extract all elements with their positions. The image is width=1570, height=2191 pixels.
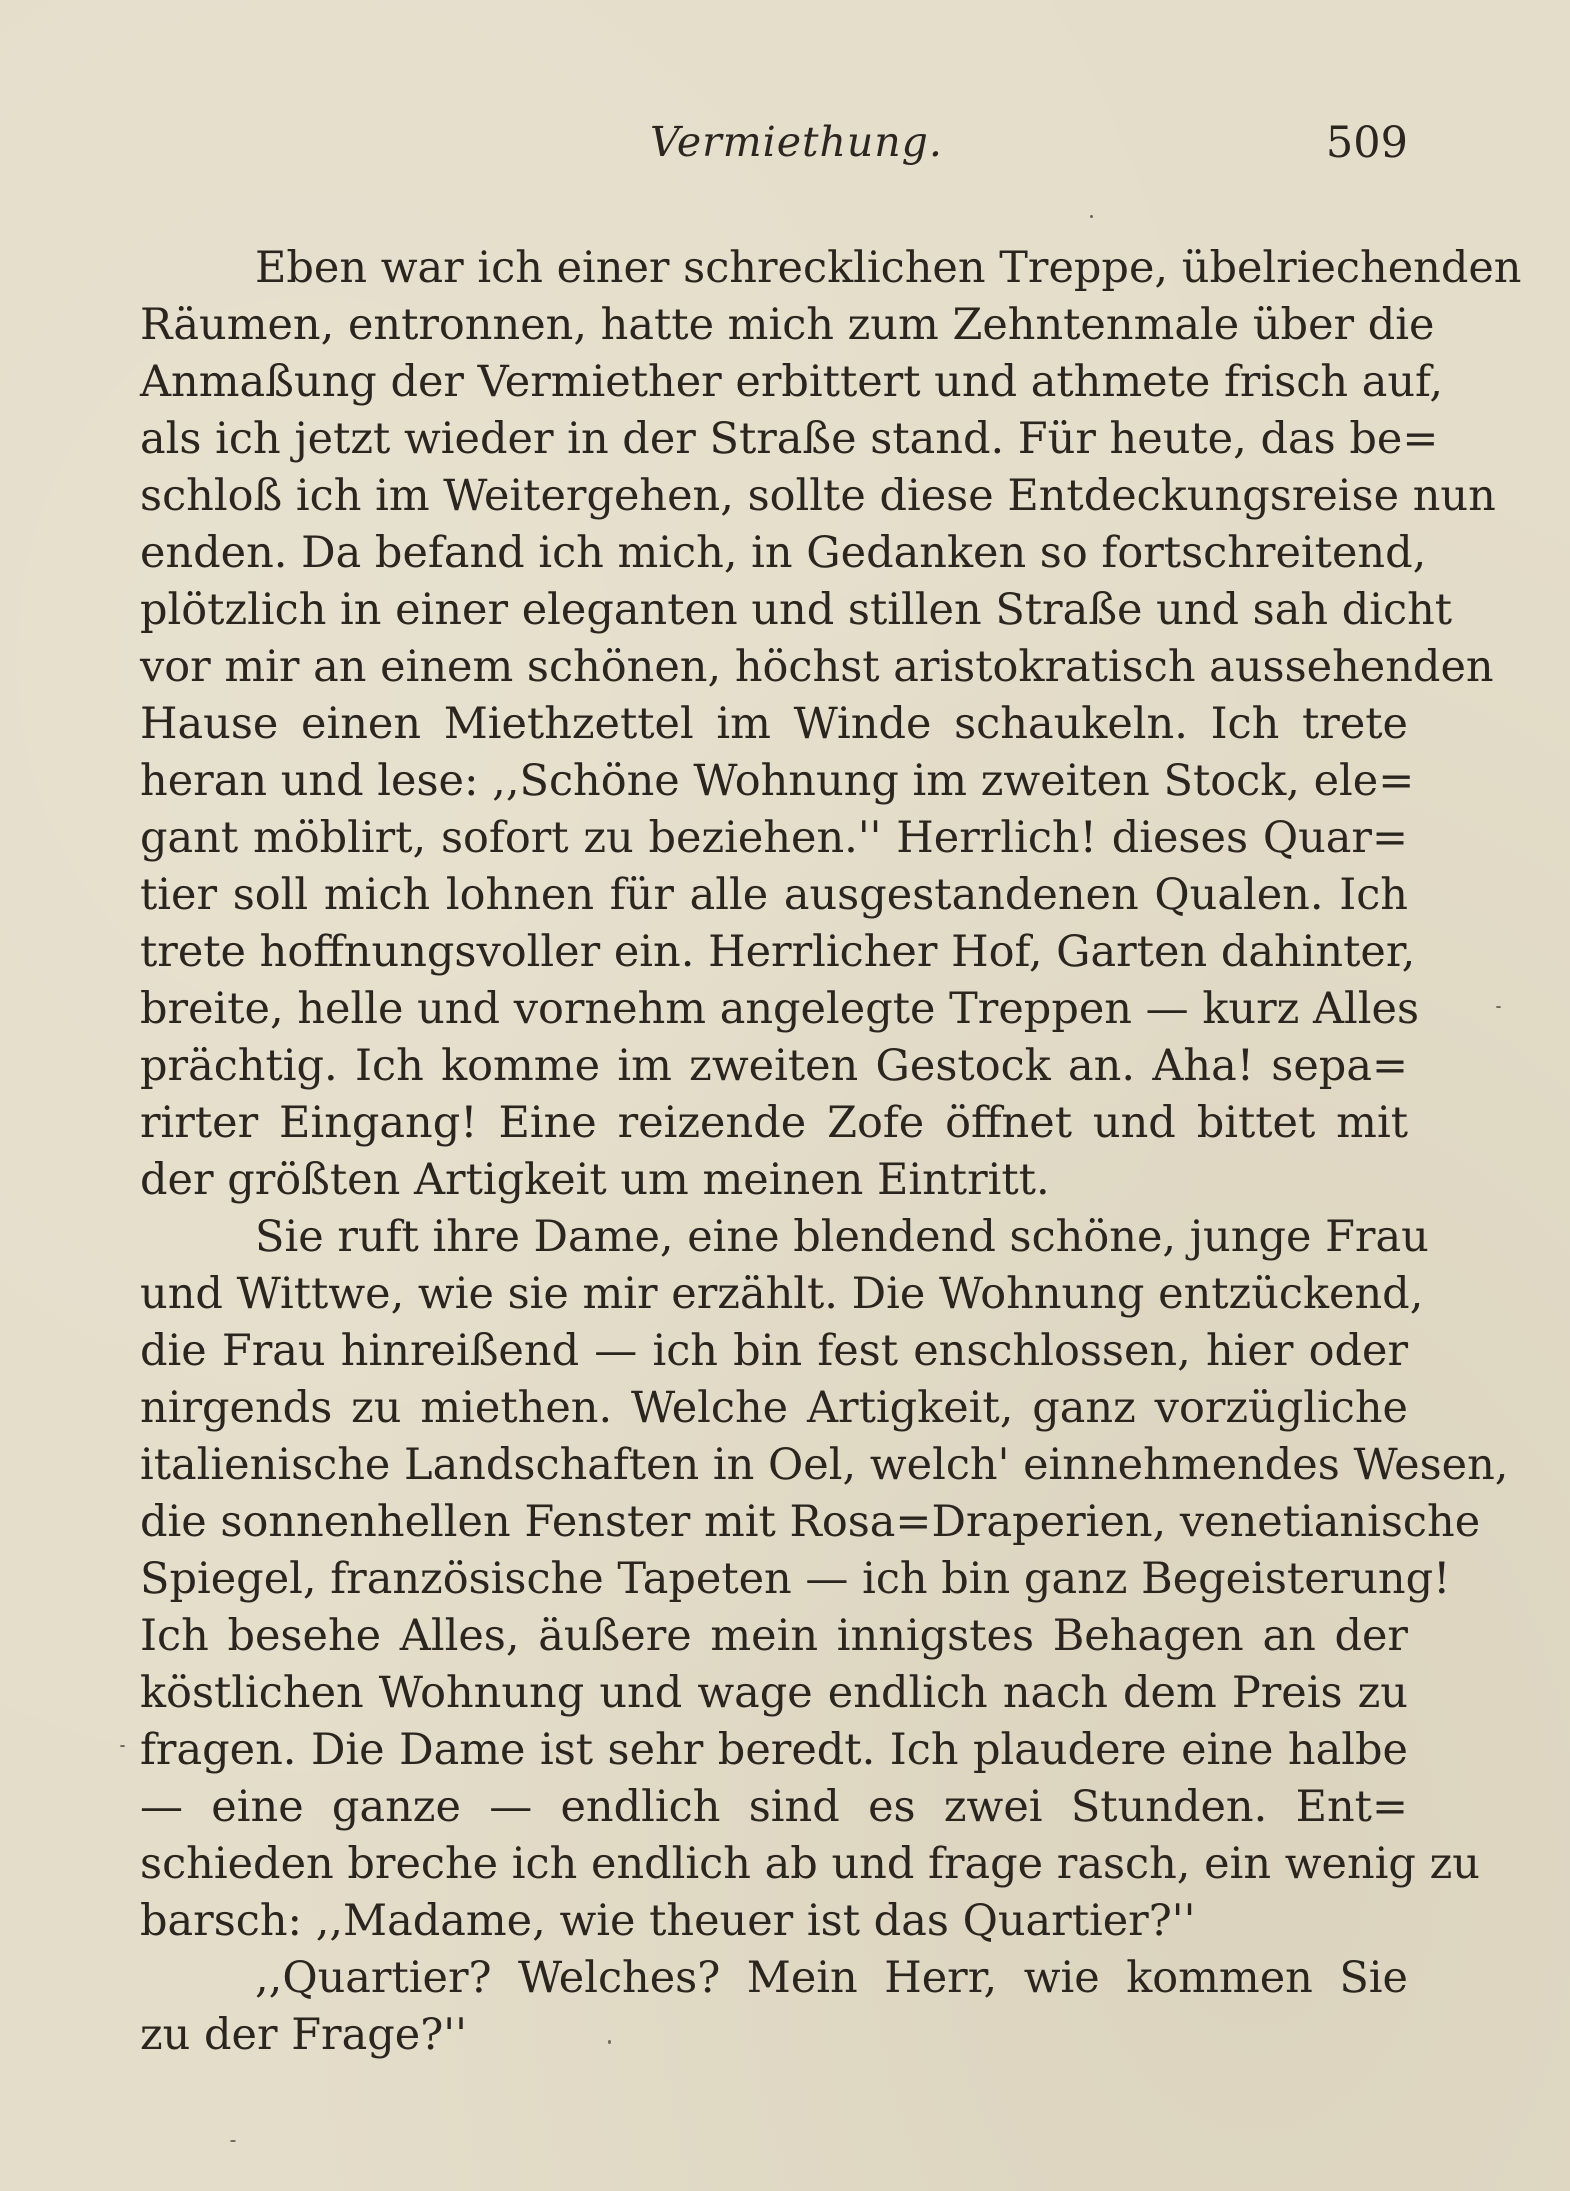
text-line: italienische Landschaften in Oel, welch' einnehmendes Wesen,	[140, 1440, 1509, 1490]
text-line: tier soll mich lohnen für alle ausgestandenen Qualen. Ich	[140, 870, 1408, 920]
text-line: fragen. Die Dame ist sehr beredt. Ich plaudere eine halbe	[140, 1725, 1408, 1775]
text-line: die sonnenhellen Fenster mit Rosa=Draperien, venetianische	[140, 1497, 1481, 1547]
text-line: Spiegel, französische Tapeten — ich bin ganz Begeisterung!	[140, 1554, 1451, 1604]
text-line: plötzlich in einer eleganten und stillen Straße und sah dicht	[140, 585, 1453, 635]
text-line: trete hoffnungsvoller ein. Herrlicher Hof, Garten dahinter,	[140, 927, 1416, 977]
text-line: vor mir an einem schönen, höchst aristokratisch aussehenden	[140, 642, 1494, 692]
paper-speck	[230, 2140, 236, 2142]
text-line: rirter Eingang! Eine reizende Zofe öffnet und bittet mit	[140, 1098, 1408, 1148]
paper-speck	[1496, 1006, 1501, 1008]
paper-speck	[608, 2040, 611, 2044]
text-line: Anmaßung der Vermiether erbittert und athmete frisch auf,	[140, 357, 1444, 407]
text-line: der größten Artigkeit um meinen Eintritt.	[140, 1155, 1050, 1205]
text-line: prächtig. Ich komme im zweiten Gestock an. Aha! sepa=	[140, 1041, 1408, 1091]
text-line: barsch: ,,Madame, wie theuer ist das Quartier?''	[140, 1896, 1196, 1946]
text-line: — eine ganze — endlich sind es zwei Stunden. Ent=	[140, 1782, 1408, 1832]
paper-speck	[120, 1745, 125, 1747]
text-line: köstlichen Wohnung und wage endlich nach dem Preis zu	[140, 1668, 1408, 1718]
paper-speck	[1090, 215, 1093, 218]
text-line: Räumen, entronnen, hatte mich zum Zehntenmale über die	[140, 300, 1435, 350]
text-line: und Wittwe, wie sie mir erzählt. Die Wohnung entzückend,	[140, 1269, 1424, 1319]
text-line: als ich jetzt wieder in der Straße stand. Für heute, das be=	[140, 414, 1439, 464]
body-text	[140, 240, 1522, 2064]
text-line: heran und lese: ,,Schöne Wohnung im zweiten Stock, ele=	[140, 756, 1415, 806]
text-line: schloß ich im Weitergehen, sollte diese Entdeckungsreise nun	[140, 471, 1496, 521]
text-line: schieden breche ich endlich ab und frage rasch, ein wenig zu	[140, 1839, 1480, 1889]
running-head: Vermiethung.	[650, 118, 943, 166]
text-line: Eben war ich einer schrecklichen Treppe, übelriechenden	[255, 243, 1522, 293]
text-line: ,,Quartier? Welches? Mein Herr, wie kommen Sie	[255, 1953, 1408, 2003]
text-line: nirgends zu miethen. Welche Artigkeit, ganz vorzügliche	[140, 1383, 1408, 1433]
text-line: Hause einen Miethzettel im Winde schaukeln. Ich trete	[140, 699, 1408, 749]
text-line: die Frau hinreißend — ich bin fest enschlossen, hier oder	[140, 1326, 1408, 1376]
text-line: zu der Frage?''	[140, 2010, 467, 2060]
text-line: Ich besehe Alles, äußere mein innigstes Behagen an der	[140, 1611, 1408, 1661]
page-header	[140, 118, 1408, 178]
text-line: breite, helle und vornehm angelegte Treppen — kurz Alles	[140, 984, 1420, 1034]
text-line: Sie ruft ihre Dame, eine blendend schöne, junge Frau	[255, 1212, 1429, 1262]
text-line: gant möblirt, sofort zu beziehen.'' Herrlich! dieses Quar=	[140, 813, 1408, 863]
text-line: enden. Da befand ich mich, in Gedanken so fortschreitend,	[140, 528, 1427, 578]
page-number: 509	[1325, 118, 1408, 168]
